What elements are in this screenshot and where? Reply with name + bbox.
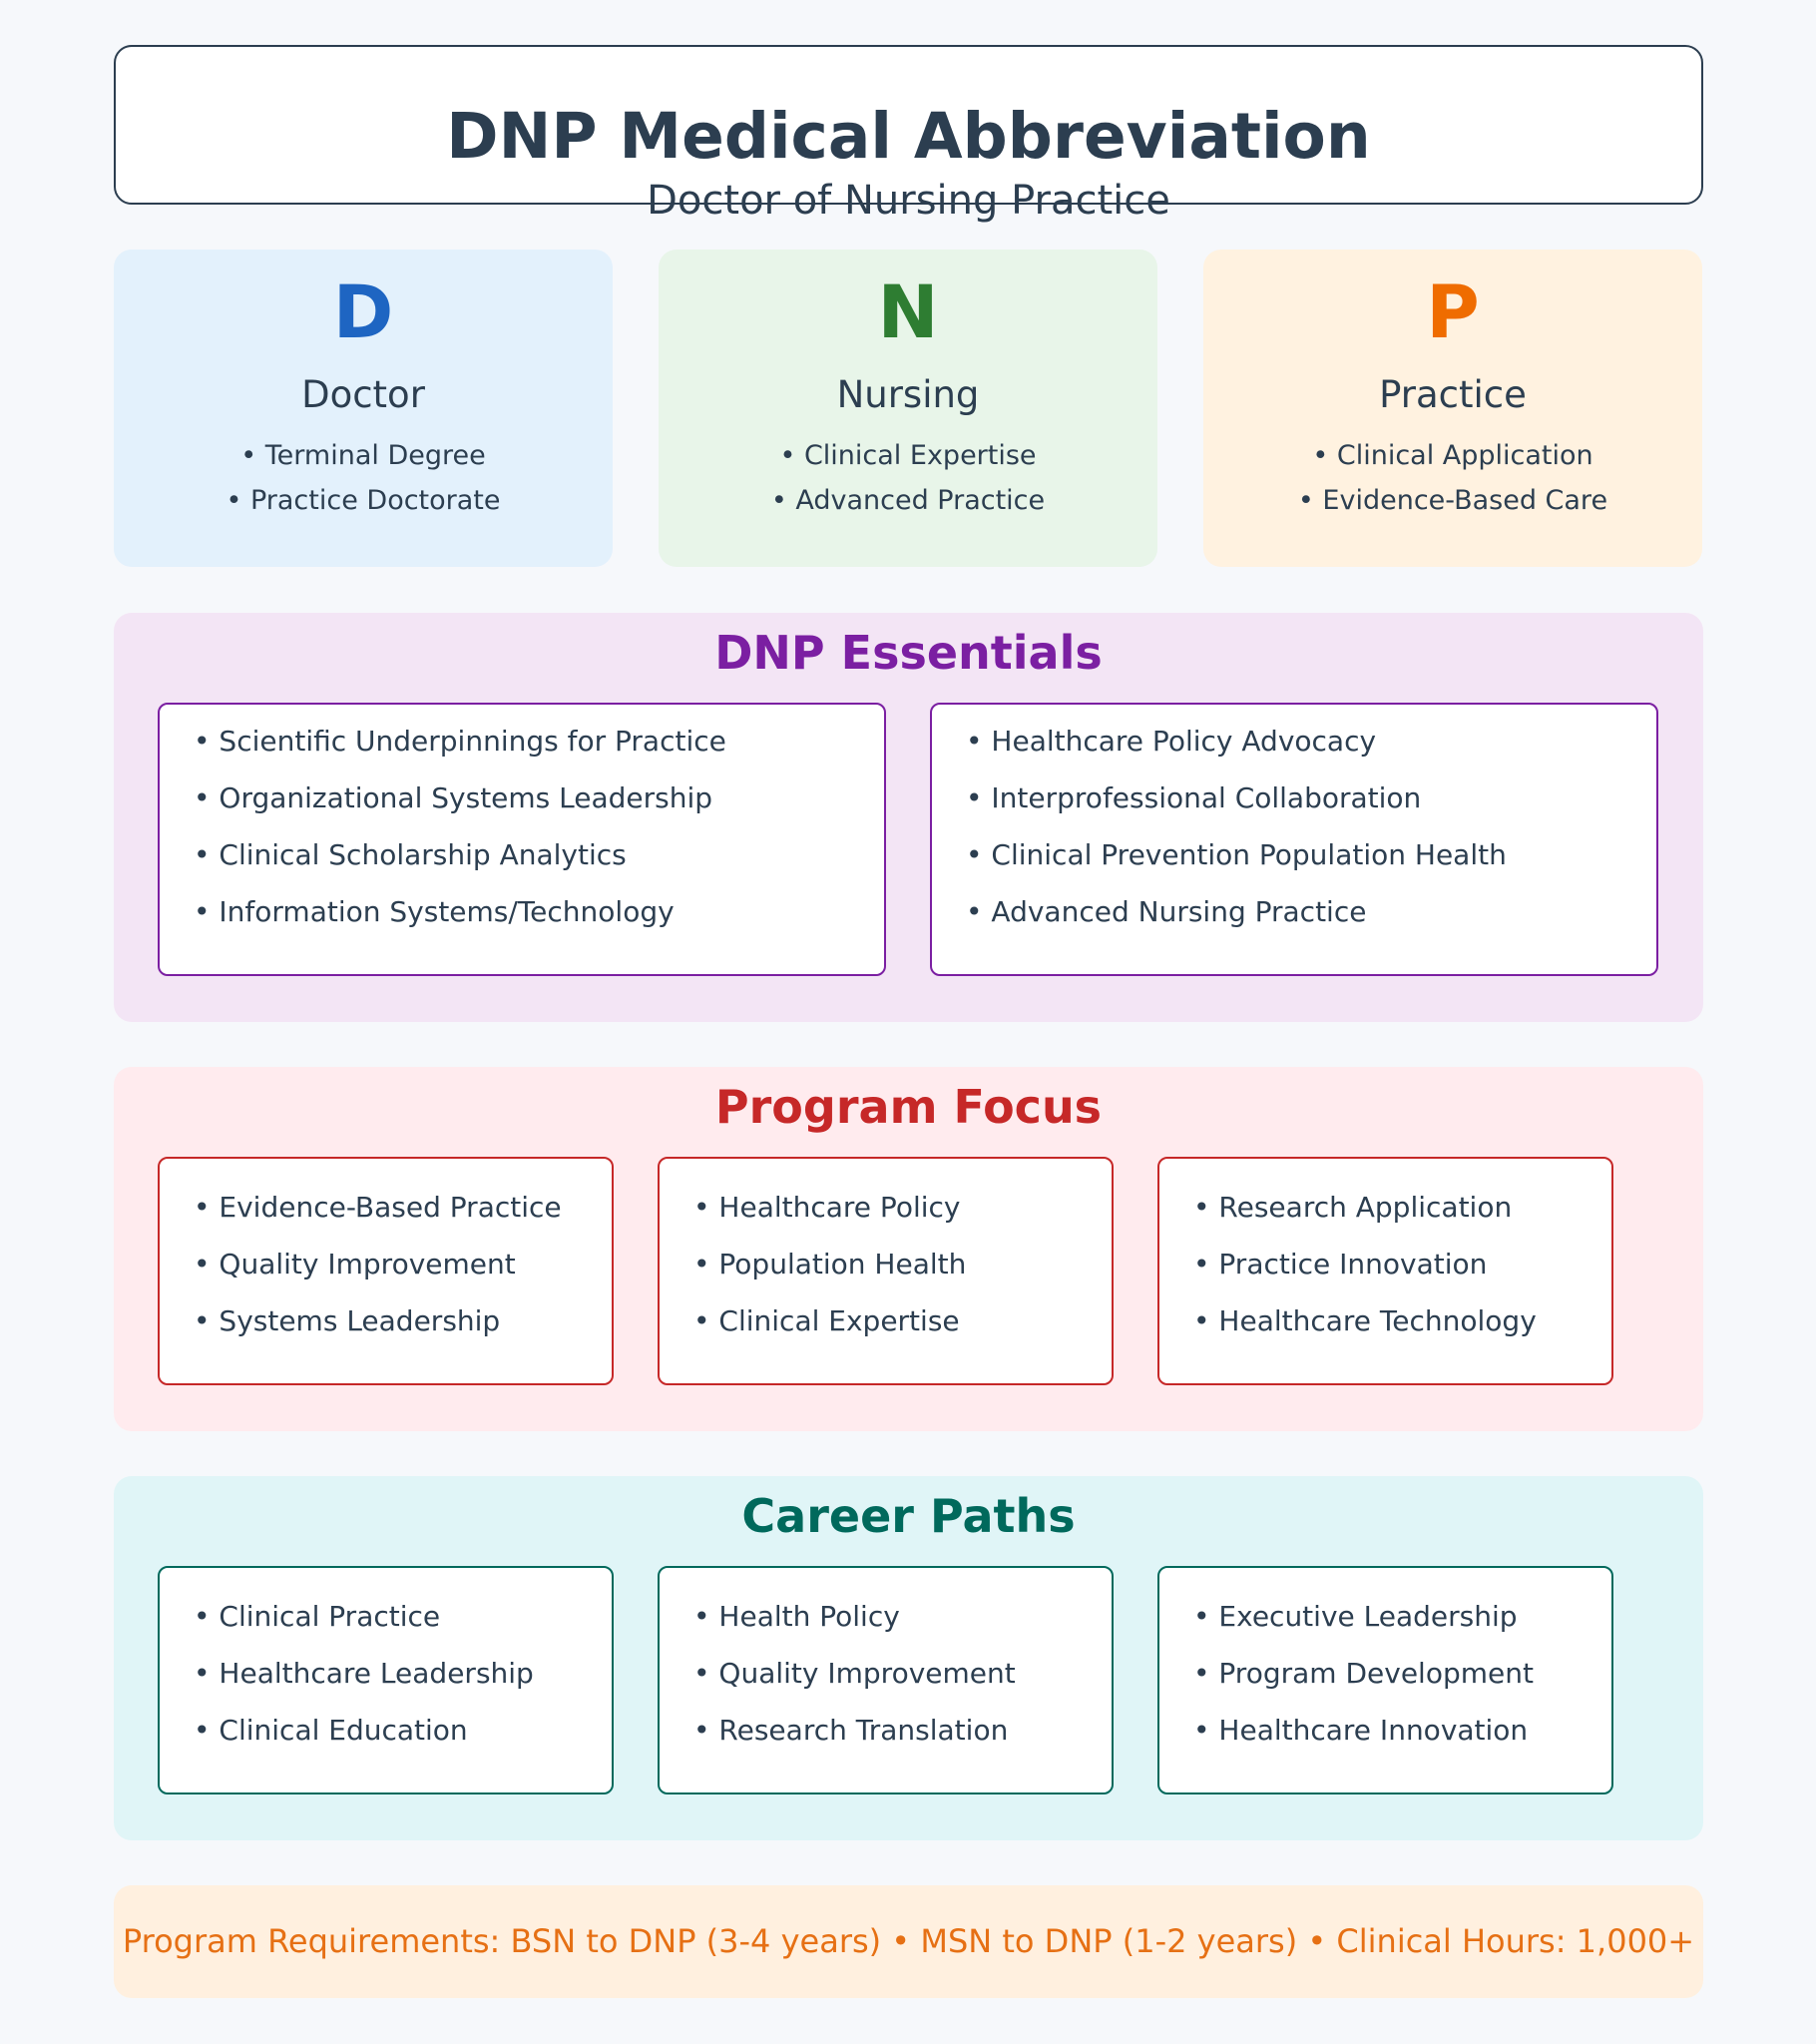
list-item: • Clinical Scholarship Analytics xyxy=(194,838,627,871)
list-item: • Clinical Practice xyxy=(194,1600,441,1633)
focus-column-3 xyxy=(1157,1157,1613,1385)
career-column-2 xyxy=(658,1566,1114,1794)
list-item: • Organizational Systems Leadership xyxy=(194,781,713,814)
header-box xyxy=(114,45,1703,224)
requirements-text: Program Requirements: BSN to DNP (3-4 years) • MSN to DNP (1-2 years) • Clinical Hours: 1,000+ xyxy=(122,1922,1695,1960)
letter-card-p xyxy=(1203,250,1702,567)
word-nursing: Nursing xyxy=(836,373,980,416)
letter-n: N xyxy=(877,270,939,355)
letter-d: D xyxy=(332,270,394,355)
letter-card-n xyxy=(659,250,1157,567)
list-item: • Healthcare Technology xyxy=(1193,1304,1537,1337)
word-practice: Practice xyxy=(1379,373,1527,416)
focus-column-1 xyxy=(158,1157,614,1385)
list-item: • Quality Improvement xyxy=(194,1248,516,1280)
list-item: • Evidence-Based Practice xyxy=(194,1191,562,1224)
point-2: • Advanced Practice xyxy=(770,485,1046,516)
word-doctor: Doctor xyxy=(301,373,425,416)
point-1: • Clinical Application xyxy=(1312,440,1593,471)
list-item: • Quality Improvement xyxy=(693,1657,1016,1690)
letter-card-d xyxy=(114,250,613,567)
career-paths-panel xyxy=(114,1476,1703,1840)
list-item: • Healthcare Innovation xyxy=(1193,1714,1529,1747)
program-focus-panel xyxy=(114,1067,1703,1431)
list-item: • Executive Leadership xyxy=(1193,1600,1518,1633)
list-item: • Scientific Underpinnings for Practice xyxy=(194,725,726,758)
list-item: • Research Application xyxy=(1193,1191,1513,1224)
essentials-title: DNP Essentials xyxy=(714,626,1103,680)
essentials-panel xyxy=(114,613,1703,1022)
list-item: • Practice Innovation xyxy=(1193,1248,1488,1280)
essentials-column-1 xyxy=(158,703,886,976)
list-item: • Healthcare Leadership xyxy=(194,1657,534,1690)
point-2: • Evidence-Based Care xyxy=(1297,485,1608,516)
list-item: • Clinical Expertise xyxy=(693,1304,960,1337)
list-item: • Research Translation xyxy=(693,1714,1009,1747)
career-column-3 xyxy=(1157,1566,1613,1794)
list-item: • Clinical Education xyxy=(194,1714,468,1747)
list-item: • Systems Leadership xyxy=(194,1304,501,1337)
focus-column-2 xyxy=(658,1157,1114,1385)
page-title: DNP Medical Abbreviation xyxy=(446,100,1371,173)
list-item: • Healthcare Policy xyxy=(693,1191,961,1224)
list-item: • Clinical Prevention Population Health xyxy=(966,838,1507,871)
list-item: • Information Systems/Technology xyxy=(194,895,675,928)
career-paths-title: Career Paths xyxy=(741,1489,1076,1543)
list-item: • Interprofessional Collaboration xyxy=(966,781,1422,814)
page-subtitle: Doctor of Nursing Practice xyxy=(647,178,1170,224)
requirements-banner xyxy=(114,1885,1703,1998)
point-1: • Clinical Expertise xyxy=(779,440,1037,471)
list-item: • Population Health xyxy=(693,1248,967,1280)
career-column-1 xyxy=(158,1566,614,1794)
point-1: • Terminal Degree xyxy=(240,440,486,471)
program-focus-title: Program Focus xyxy=(714,1080,1103,1134)
list-item: • Advanced Nursing Practice xyxy=(966,895,1367,928)
letter-p: P xyxy=(1426,270,1480,355)
list-item: • Program Development xyxy=(1193,1657,1534,1690)
point-2: • Practice Doctorate xyxy=(226,485,501,516)
list-item: • Healthcare Policy Advocacy xyxy=(966,725,1377,758)
essentials-column-2 xyxy=(930,703,1658,976)
list-item: • Health Policy xyxy=(693,1600,900,1633)
